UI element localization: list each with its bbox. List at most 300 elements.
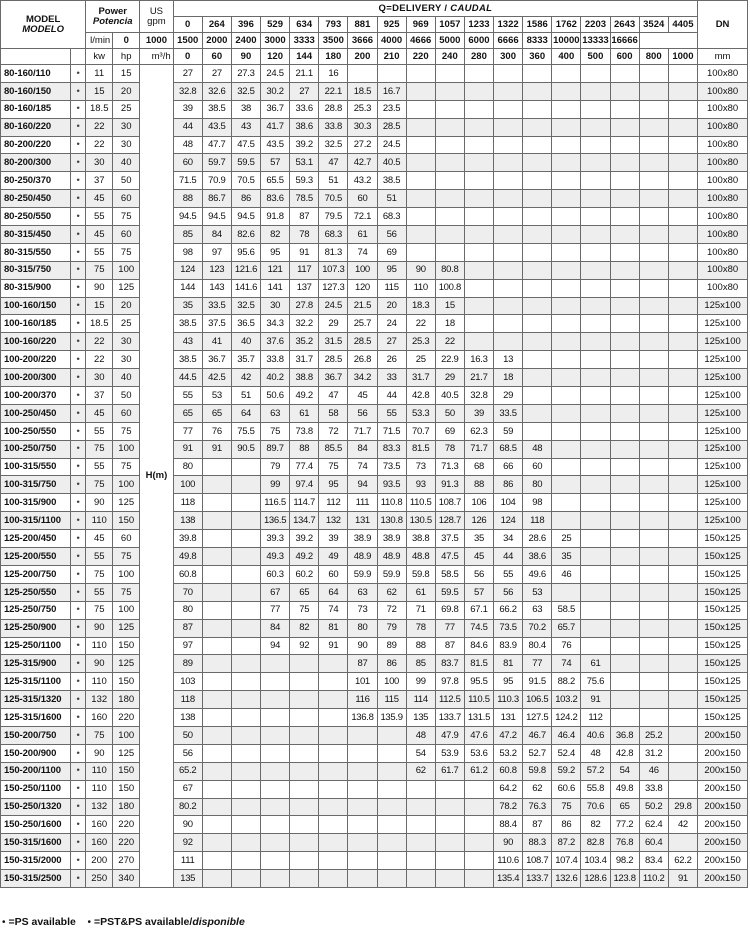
power-kw: 22 xyxy=(86,136,113,154)
head-value: 27.8 xyxy=(290,297,319,315)
power-kw: 55 xyxy=(86,208,113,226)
head-value xyxy=(348,780,377,798)
head-value xyxy=(464,190,493,208)
head-value xyxy=(290,852,319,870)
head-value xyxy=(494,100,523,118)
lmin-value: 10000 xyxy=(552,33,581,49)
head-value: 36.5 xyxy=(231,315,260,333)
head-value: 33.8 xyxy=(261,351,290,369)
head-value xyxy=(668,601,697,619)
head-value xyxy=(377,762,406,780)
head-value: 48.8 xyxy=(406,548,435,566)
head-value xyxy=(377,834,406,852)
availability-dot: • xyxy=(71,458,86,476)
head-value: 55 xyxy=(377,404,406,422)
legend-dot-pst-ps: • xyxy=(87,917,92,928)
head-value: 27.3 xyxy=(231,65,260,83)
dn-size: 150x125 xyxy=(698,655,748,673)
model-name: 100-160/220 xyxy=(1,333,71,351)
availability-dot: • xyxy=(71,816,86,834)
dn-size: 125x100 xyxy=(698,494,748,512)
table-row xyxy=(1,261,748,279)
head-value xyxy=(202,494,231,512)
head-value xyxy=(639,458,668,476)
power-kw: 37 xyxy=(86,172,113,190)
head-value xyxy=(668,458,697,476)
dn-size: 150x125 xyxy=(698,673,748,691)
power-hp: 100 xyxy=(113,476,140,494)
table-row xyxy=(1,172,748,190)
head-value xyxy=(464,118,493,136)
head-value: 67.1 xyxy=(464,601,493,619)
head-value xyxy=(668,512,697,530)
head-value xyxy=(464,136,493,154)
availability-dot: • xyxy=(71,208,86,226)
head-value: 130.5 xyxy=(406,512,435,530)
power-kw: 75 xyxy=(86,261,113,279)
model-name: 125-250/750 xyxy=(1,601,71,619)
head-value xyxy=(552,172,581,190)
head-value: 44 xyxy=(173,118,202,136)
power-kw: 55 xyxy=(86,583,113,601)
head-value: 29 xyxy=(319,315,348,333)
head-value: 61 xyxy=(348,226,377,244)
head-value xyxy=(435,780,464,798)
head-value: 81 xyxy=(494,655,523,673)
head-value: 51 xyxy=(377,190,406,208)
head-value: 87 xyxy=(348,655,377,673)
head-value xyxy=(435,100,464,118)
head-value xyxy=(668,530,697,548)
head-value: 64 xyxy=(231,404,260,422)
availability-dot: • xyxy=(71,673,86,691)
head-value xyxy=(406,243,435,261)
head-value xyxy=(348,852,377,870)
model-name: 100-315/1100 xyxy=(1,512,71,530)
head-value: 121.6 xyxy=(231,261,260,279)
power-kw: 110 xyxy=(86,780,113,798)
head-value xyxy=(581,404,610,422)
head-value: 75 xyxy=(552,798,581,816)
power-kw: 45 xyxy=(86,530,113,548)
head-value xyxy=(435,243,464,261)
power-kw: 132 xyxy=(86,798,113,816)
head-value: 53 xyxy=(202,387,231,405)
table-row xyxy=(1,404,748,422)
head-value xyxy=(406,154,435,172)
head-value xyxy=(610,673,639,691)
head-value: 59.5 xyxy=(435,583,464,601)
head-value: 37.5 xyxy=(202,315,231,333)
head-value: 70.7 xyxy=(406,422,435,440)
head-value xyxy=(377,744,406,762)
gpm-value: 396 xyxy=(231,17,260,33)
table-row xyxy=(1,565,748,583)
head-value xyxy=(202,637,231,655)
model-name: 80-160/110 xyxy=(1,65,71,83)
availability-dot: • xyxy=(71,172,86,190)
head-value xyxy=(464,226,493,244)
head-value: 110.5 xyxy=(406,494,435,512)
power-kw: 45 xyxy=(86,226,113,244)
head-value: 103 xyxy=(173,673,202,691)
m3h-value: 180 xyxy=(319,49,348,65)
availability-dot: • xyxy=(71,798,86,816)
head-value xyxy=(639,369,668,387)
head-value: 30.2 xyxy=(261,82,290,100)
legend-ps-available: =PS available xyxy=(8,916,76,928)
head-value xyxy=(610,243,639,261)
availability-dot: • xyxy=(71,279,86,297)
head-value: 36.7 xyxy=(261,100,290,118)
head-value: 90 xyxy=(348,637,377,655)
head-value: 24.5 xyxy=(261,65,290,83)
head-value xyxy=(639,583,668,601)
head-value xyxy=(668,494,697,512)
head-value: 38.5 xyxy=(173,315,202,333)
head-value xyxy=(668,548,697,566)
head-value: 120 xyxy=(348,279,377,297)
head-value xyxy=(581,476,610,494)
head-value xyxy=(464,261,493,279)
head-value xyxy=(494,190,523,208)
power-hp: 50 xyxy=(113,387,140,405)
head-value: 54 xyxy=(406,744,435,762)
dn-size: 125x100 xyxy=(698,512,748,530)
table-row xyxy=(1,458,748,476)
head-value xyxy=(377,852,406,870)
head-value: 56 xyxy=(377,226,406,244)
head-value xyxy=(464,279,493,297)
head-value xyxy=(494,226,523,244)
head-value: 87 xyxy=(290,208,319,226)
power-hp: 60 xyxy=(113,190,140,208)
power-hp: 60 xyxy=(113,226,140,244)
head-value: 50.2 xyxy=(639,798,668,816)
head-value xyxy=(435,172,464,190)
table-row xyxy=(1,297,748,315)
head-value: 73 xyxy=(348,601,377,619)
head-value xyxy=(464,333,493,351)
dn-size: 200x150 xyxy=(698,744,748,762)
head-value: 82 xyxy=(581,816,610,834)
head-value: 100 xyxy=(173,476,202,494)
head-value xyxy=(610,440,639,458)
table-row xyxy=(1,816,748,834)
head-value: 42.8 xyxy=(610,744,639,762)
head-value xyxy=(348,65,377,83)
head-value: 25 xyxy=(406,351,435,369)
head-value: 53.2 xyxy=(494,744,523,762)
head-value xyxy=(639,136,668,154)
head-value: 123.8 xyxy=(610,870,639,888)
table-row xyxy=(1,440,748,458)
head-value: 81.5 xyxy=(406,440,435,458)
head-value xyxy=(668,279,697,297)
head-value xyxy=(464,816,493,834)
power-header-label-es: Potencia xyxy=(92,15,133,27)
dn-size: 125x100 xyxy=(698,315,748,333)
model-unit-spacer xyxy=(1,49,71,65)
head-value xyxy=(639,709,668,727)
power-kw: 18.5 xyxy=(86,100,113,118)
head-value xyxy=(261,852,290,870)
lmin-unit-label: l/min xyxy=(86,33,113,49)
head-value: 62.4 xyxy=(639,816,668,834)
head-value: 65 xyxy=(173,404,202,422)
head-value xyxy=(552,315,581,333)
head-value: 68.5 xyxy=(494,440,523,458)
head-value xyxy=(348,816,377,834)
head-value xyxy=(377,726,406,744)
head-value xyxy=(610,565,639,583)
dn-size: 200x150 xyxy=(698,780,748,798)
power-hp: 75 xyxy=(113,458,140,476)
head-value xyxy=(406,118,435,136)
power-hp: 75 xyxy=(113,243,140,261)
head-value xyxy=(639,619,668,637)
head-value xyxy=(494,333,523,351)
head-value xyxy=(639,512,668,530)
head-value: 74.5 xyxy=(464,619,493,637)
head-value xyxy=(610,422,639,440)
head-value: 47.5 xyxy=(435,548,464,566)
head-value xyxy=(610,261,639,279)
head-value: 39.8 xyxy=(173,530,202,548)
availability-dot: • xyxy=(71,870,86,888)
dn-size: 100x80 xyxy=(698,100,748,118)
availability-dot: • xyxy=(71,82,86,100)
head-value: 88 xyxy=(464,476,493,494)
head-value: 28.5 xyxy=(377,118,406,136)
head-value xyxy=(202,834,231,852)
head-value: 23.5 xyxy=(377,100,406,118)
head-value: 38.6 xyxy=(523,548,552,566)
hp-header: hp xyxy=(113,49,140,65)
head-value: 40.6 xyxy=(581,726,610,744)
table-row xyxy=(1,530,748,548)
dn-size: 150x125 xyxy=(698,637,748,655)
head-value: 114 xyxy=(406,691,435,709)
head-value: 75 xyxy=(319,458,348,476)
head-value xyxy=(610,601,639,619)
head-value xyxy=(639,261,668,279)
head-value: 28.8 xyxy=(319,100,348,118)
head-value: 33.8 xyxy=(639,780,668,798)
availability-dot: • xyxy=(71,834,86,852)
lmin-value: 3500 xyxy=(319,33,348,49)
head-value: 46.4 xyxy=(552,726,581,744)
head-value: 44.5 xyxy=(173,369,202,387)
head-value xyxy=(377,870,406,888)
head-value xyxy=(668,297,697,315)
head-value: 58.5 xyxy=(552,601,581,619)
head-value: 71.7 xyxy=(348,422,377,440)
head-value: 95.5 xyxy=(464,673,493,691)
availability-dot: • xyxy=(71,601,86,619)
lmin-value: 16666 xyxy=(610,33,639,49)
head-value xyxy=(231,583,260,601)
power-kw: 90 xyxy=(86,494,113,512)
dot-unit-spacer xyxy=(71,49,86,65)
dn-size: 100x80 xyxy=(698,243,748,261)
head-value xyxy=(581,243,610,261)
head-value: 52.7 xyxy=(523,744,552,762)
power-kw: 15 xyxy=(86,82,113,100)
dn-size: 100x80 xyxy=(698,136,748,154)
power-hp: 125 xyxy=(113,744,140,762)
head-value: 130.8 xyxy=(377,512,406,530)
head-value: 91 xyxy=(290,243,319,261)
head-value xyxy=(523,369,552,387)
model-name: 100-160/185 xyxy=(1,315,71,333)
dn-size: 125x100 xyxy=(698,369,748,387)
gpm-value: 969 xyxy=(406,17,435,33)
head-value xyxy=(668,208,697,226)
head-value: 88 xyxy=(173,190,202,208)
head-value: 20 xyxy=(377,297,406,315)
power-kw: 22 xyxy=(86,118,113,136)
head-value: 83.4 xyxy=(639,852,668,870)
table-row xyxy=(1,82,748,100)
head-value xyxy=(261,709,290,727)
dn-size: 200x150 xyxy=(698,726,748,744)
dn-size: 100x80 xyxy=(698,261,748,279)
model-name: 100-250/550 xyxy=(1,422,71,440)
head-value xyxy=(290,834,319,852)
head-value xyxy=(406,798,435,816)
head-value: 76 xyxy=(202,422,231,440)
head-value xyxy=(348,798,377,816)
dn-header xyxy=(698,1,748,49)
head-value: 116.5 xyxy=(261,494,290,512)
head-value xyxy=(581,297,610,315)
lmin-value: 4000 xyxy=(377,33,406,49)
head-value: 106.5 xyxy=(523,691,552,709)
head-value: 32.8 xyxy=(464,387,493,405)
head-value: 128.6 xyxy=(581,870,610,888)
m3h-value: 500 xyxy=(581,49,610,65)
legend-pst-ps-available: =PST&PS available/ xyxy=(93,916,193,928)
head-value xyxy=(261,798,290,816)
head-value: 47.6 xyxy=(464,726,493,744)
power-kw: 22 xyxy=(86,333,113,351)
head-value: 55.8 xyxy=(581,780,610,798)
m3h-value: 1000 xyxy=(668,49,697,65)
head-value xyxy=(261,780,290,798)
table-row xyxy=(1,834,748,852)
table-row xyxy=(1,279,748,297)
head-value: 98 xyxy=(173,243,202,261)
head-value xyxy=(261,673,290,691)
head-value xyxy=(639,172,668,190)
head-value xyxy=(435,798,464,816)
power-kw: 75 xyxy=(86,476,113,494)
head-value xyxy=(552,512,581,530)
head-value xyxy=(406,226,435,244)
power-kw: 75 xyxy=(86,565,113,583)
power-hp: 25 xyxy=(113,100,140,118)
head-value xyxy=(581,548,610,566)
head-value: 71.5 xyxy=(377,422,406,440)
head-value xyxy=(581,190,610,208)
power-kw: 37 xyxy=(86,387,113,405)
head-value xyxy=(639,565,668,583)
head-value: 25.3 xyxy=(406,333,435,351)
availability-dot: • xyxy=(71,226,86,244)
head-value: 49.2 xyxy=(290,548,319,566)
head-value xyxy=(231,673,260,691)
head-value: 80 xyxy=(173,458,202,476)
head-value: 89 xyxy=(173,655,202,673)
model-header-label: MODEL xyxy=(25,14,61,25)
head-value xyxy=(668,387,697,405)
head-value xyxy=(639,655,668,673)
head-value: 88 xyxy=(406,637,435,655)
head-value: 132.6 xyxy=(552,870,581,888)
m3h-value: 400 xyxy=(552,49,581,65)
model-name: 150-315/1600 xyxy=(1,834,71,852)
gpm-value: 0 xyxy=(173,17,202,33)
power-kw: 110 xyxy=(86,637,113,655)
head-value xyxy=(231,565,260,583)
head-value xyxy=(610,512,639,530)
head-value: 80 xyxy=(523,476,552,494)
table-row xyxy=(1,315,748,333)
power-kw: 55 xyxy=(86,243,113,261)
power-hp: 220 xyxy=(113,709,140,727)
head-value xyxy=(552,82,581,100)
power-hp: 270 xyxy=(113,852,140,870)
power-hp: 40 xyxy=(113,154,140,172)
head-value: 56 xyxy=(173,744,202,762)
m3h-value: 60 xyxy=(202,49,231,65)
head-value: 76.3 xyxy=(523,798,552,816)
head-value: 99 xyxy=(261,476,290,494)
head-value xyxy=(406,852,435,870)
head-value xyxy=(231,780,260,798)
head-value: 56 xyxy=(494,583,523,601)
dn-size: 125x100 xyxy=(698,351,748,369)
head-value xyxy=(552,369,581,387)
head-value: 15 xyxy=(435,297,464,315)
head-value xyxy=(610,172,639,190)
head-value xyxy=(231,726,260,744)
table-row xyxy=(1,744,748,762)
head-value xyxy=(202,655,231,673)
model-name: 80-200/300 xyxy=(1,154,71,172)
head-value: 70.9 xyxy=(202,172,231,190)
head-value: 88 xyxy=(290,440,319,458)
head-value: 49.2 xyxy=(290,387,319,405)
head-value: 65 xyxy=(290,583,319,601)
head-value xyxy=(406,834,435,852)
head-value: 67 xyxy=(173,780,202,798)
head-value: 89 xyxy=(377,637,406,655)
head-value xyxy=(290,673,319,691)
head-value: 106 xyxy=(464,494,493,512)
availability-dot: • xyxy=(71,691,86,709)
head-value: 70 xyxy=(173,583,202,601)
legend-dot-ps: • xyxy=(2,917,6,928)
head-value: 27 xyxy=(173,65,202,83)
head-value xyxy=(319,655,348,673)
head-value: 71 xyxy=(406,601,435,619)
availability-dot: • xyxy=(71,422,86,440)
head-value xyxy=(639,673,668,691)
head-value: 59.7 xyxy=(202,154,231,172)
model-header xyxy=(1,1,86,49)
